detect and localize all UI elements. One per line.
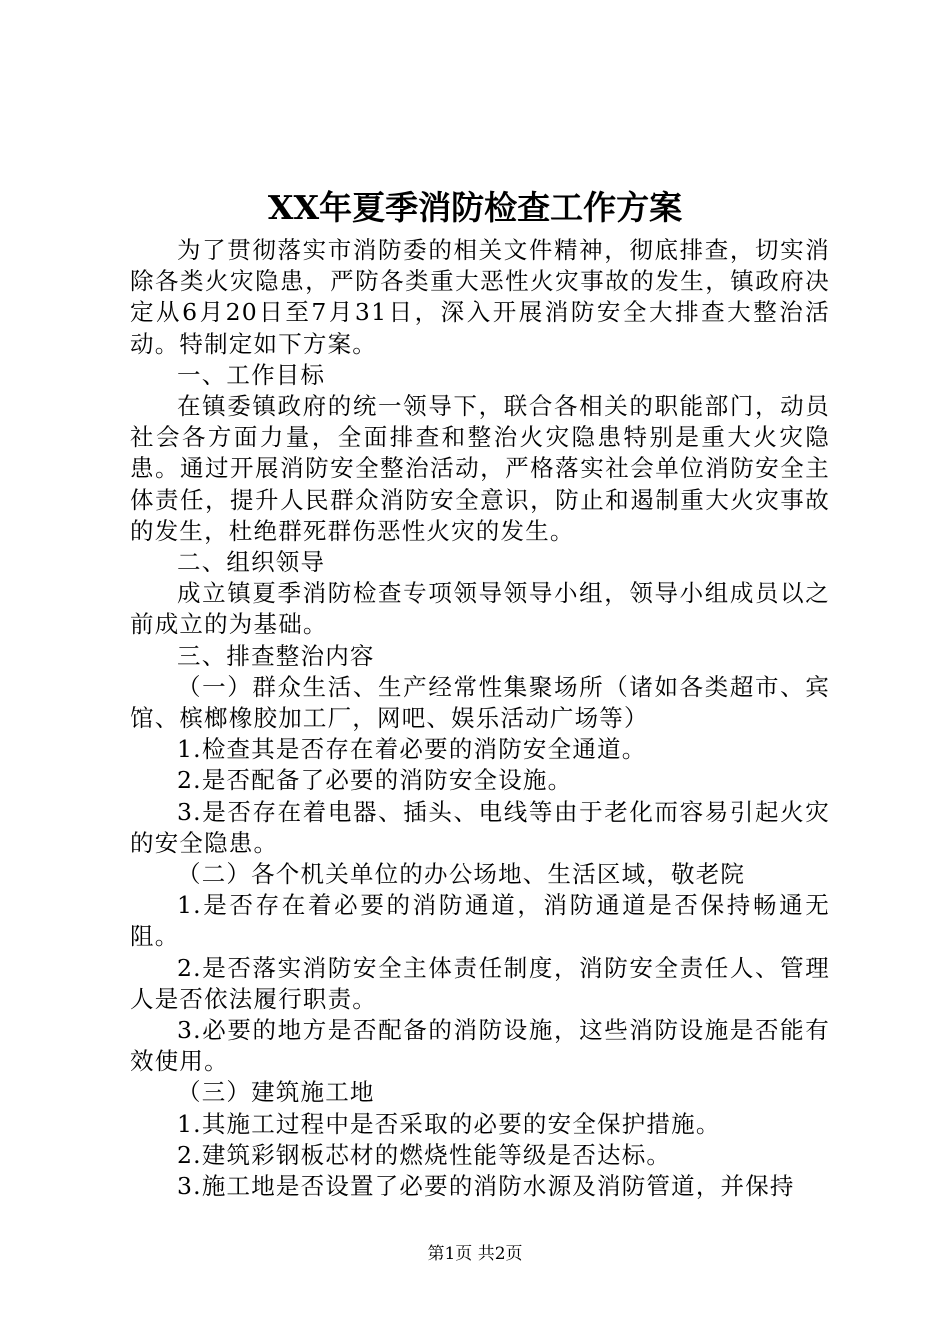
document-body — [130, 235, 830, 1202]
section-heading-organization: 二、组织领导 — [177, 548, 326, 577]
subsection-heading-construction: （三）建筑施工地 — [177, 1078, 375, 1107]
paragraph-organization: 成立镇夏季消防检查专项领导领导小组，领导小组成员以之前成立的为基础。 — [130, 579, 830, 639]
paragraph-goals: 在镇委镇政府的统一领导下，联合各相关的职能部门，动员社会各方面力量，全面排查和整治火灾隐患特别是重大火灾隐患。通过开展消防安全整治活动，严格落实社会单位消防安全主体责任，提升人民群众消防安全意识，防止和遏制重大火灾事故的发生，杜绝群死群伤恶性火灾的发生。 — [130, 392, 830, 545]
list-item: 1.检查其是否存在着必要的消防安全通道。 — [177, 735, 647, 764]
list-item: 2.是否落实消防安全主体责任制度，消防安全责任人、管理人是否依法履行职责。 — [130, 953, 830, 1013]
section-heading-contents: 三、排查整治内容 — [177, 641, 375, 670]
list-item: 1.是否存在着必要的消防通道，消防通道是否保持畅通无阻。 — [130, 891, 830, 951]
list-item: 3.必要的地方是否配备的消防设施，这些消防设施是否能有效使用。 — [130, 1016, 830, 1076]
document-title: XX年夏季消防检查工作方案 — [267, 188, 683, 227]
list-item: 1.其施工过程中是否采取的必要的安全保护措施。 — [177, 1109, 721, 1138]
list-item: 2.建筑彩钢板芯材的燃烧性能等级是否达标。 — [177, 1140, 672, 1169]
subsection-heading-gathering-places: （一）群众生活、生产经常性集聚场所（诸如各类超市、宾馆、槟榔橡胶加工厂，网吧、娱乐活动广场等） — [130, 672, 830, 733]
list-item: 3.是否存在着电器、插头、电线等由于老化而容易引起火灾的安全隐患。 — [130, 797, 830, 857]
page-number-footer: 第1页 共2页 — [427, 1244, 523, 1264]
list-item: 2.是否配备了必要的消防安全设施。 — [177, 766, 573, 795]
section-heading-goals: 一、工作目标 — [177, 360, 326, 389]
subsection-heading-offices: （二）各个机关单位的办公场地、生活区域，敬老院 — [177, 860, 746, 889]
paragraph-intro: 为了贯彻落实市消防委的相关文件精神，彻底排查，切实消除各类火灾隐患，严防各类重大恶性火灾事故的发生，镇政府决定从6月20日至7月31日，深入开展消防安全大排查大整治活动。特制定如下方案。 — [130, 236, 830, 358]
list-item: 3.施工地是否设置了必要的消防水源及消防管道，并保持 — [177, 1172, 795, 1201]
